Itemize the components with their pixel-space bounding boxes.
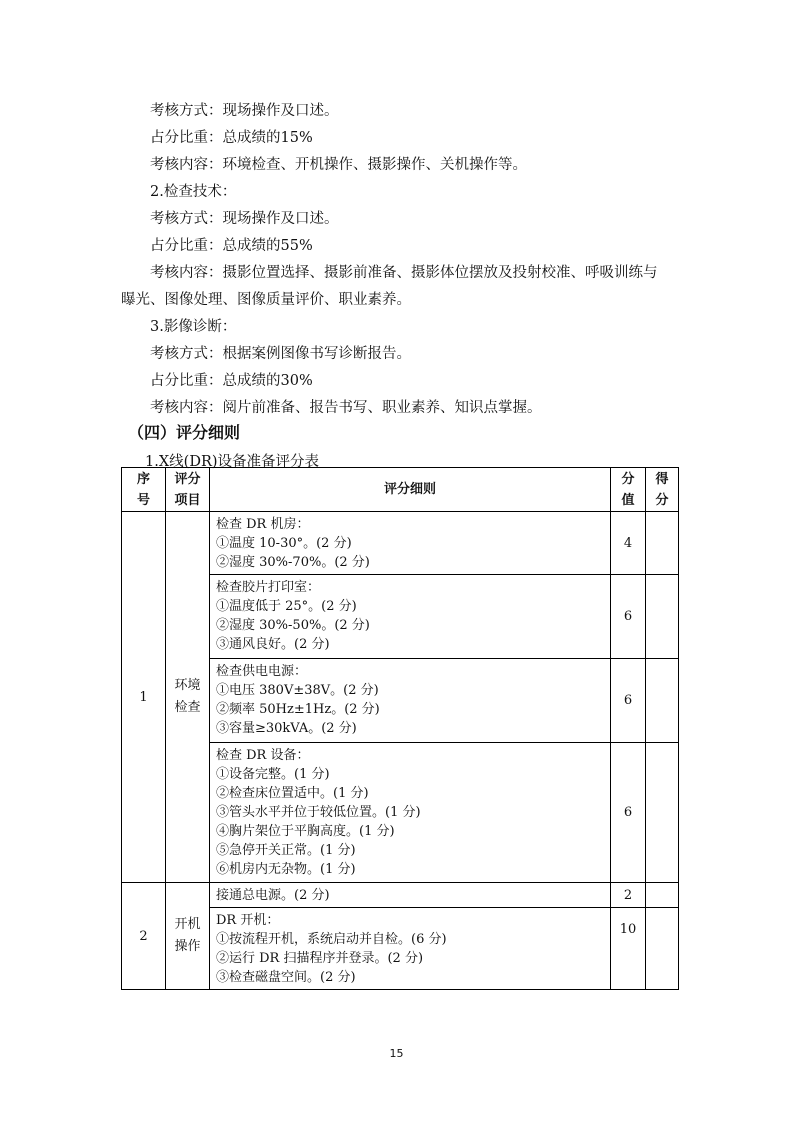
row-score: 6 xyxy=(611,575,646,659)
row-got-cell[interactable] xyxy=(646,908,679,990)
row-detail: 检查 DR 机房： ①温度 10-30°。(2 分) ②湿度 30%-70%。(2 分) xyxy=(210,512,611,575)
paragraph: 2.检查技术： xyxy=(150,184,237,200)
row-item: 环境 检查 xyxy=(166,512,210,883)
header-got: 得 分 xyxy=(646,468,679,512)
table-row xyxy=(122,512,679,575)
score-table xyxy=(121,467,679,990)
row-score: 6 xyxy=(611,659,646,743)
paragraph: 占分比重：总成绩的15% xyxy=(150,130,313,146)
row-got-cell[interactable] xyxy=(646,743,679,883)
table-row xyxy=(122,883,679,908)
page-number: 15 xyxy=(389,1047,404,1060)
paragraph: 曝光、图像处理、图像质量评价、职业素养。 xyxy=(121,292,411,308)
row-score: 6 xyxy=(611,743,646,883)
row-got-cell[interactable] xyxy=(646,883,679,908)
paragraph: 考核方式：现场操作及口述。 xyxy=(150,103,339,119)
header-detail: 评分细则 xyxy=(210,468,611,512)
table-caption: 1.X线(DR)设备准备评分表 xyxy=(145,454,320,470)
row-score: 2 xyxy=(611,883,646,908)
row-number: 2 xyxy=(122,883,166,990)
section-heading: （四）评分细则 xyxy=(128,423,241,442)
paragraph: 考核内容：阅片前准备、报告书写、职业素养、知识点掌握。 xyxy=(150,400,542,416)
row-detail: 检查胶片打印室： ①温度低于 25°。(2 分) ②湿度 30%-50%。(2 分) ③通风良好。(2 分) xyxy=(210,575,611,659)
row-score: 10 xyxy=(611,908,646,990)
row-item: 开机 操作 xyxy=(166,883,210,990)
row-number: 1 xyxy=(122,512,166,883)
paragraph: 考核方式：根据案例图像书写诊断报告。 xyxy=(150,346,411,362)
row-detail: 接通总电源。(2 分) xyxy=(210,883,611,908)
row-detail: 检查 DR 设备： ①设备完整。(1 分) ②检查床位置适中。(1 分) ③管头水平并位于较低位置。(1 分) ④胸片架位于平胸高度。(1 分) ⑤急停开关正常。(1 分) ⑥机房内无杂物。(1 分) xyxy=(210,743,611,883)
row-score: 4 xyxy=(611,512,646,575)
paragraph: 考核内容：摄影位置选择、摄影前准备、摄影体位摆放及投射校准、呼吸训练与 xyxy=(150,265,658,281)
header-no: 序 号 xyxy=(122,468,166,512)
paragraph: 占分比重：总成绩的30% xyxy=(150,373,313,389)
paragraph: 占分比重：总成绩的55% xyxy=(150,238,313,254)
row-detail: 检查供电电源： ①电压 380V±38V。(2 分) ②频率 50Hz±1Hz。(2 分) ③容量≥30kVA。(2 分) xyxy=(210,659,611,743)
row-got-cell[interactable] xyxy=(646,575,679,659)
header-score: 分 值 xyxy=(611,468,646,512)
row-detail: DR 开机： ①按流程开机，系统启动并自检。(6 分) ②运行 DR 扫描程序并登录。(2 分) ③检查磁盘空间。(2 分) xyxy=(210,908,611,990)
row-got-cell[interactable] xyxy=(646,659,679,743)
header-item: 评分 项目 xyxy=(166,468,210,512)
paragraph: 考核内容：环境检查、开机操作、摄影操作、关机操作等。 xyxy=(150,157,527,173)
paragraph: 考核方式：现场操作及口述。 xyxy=(150,211,339,227)
table-header-row xyxy=(122,468,679,512)
paragraph: 3.影像诊断： xyxy=(150,319,237,335)
row-got-cell[interactable] xyxy=(646,512,679,575)
